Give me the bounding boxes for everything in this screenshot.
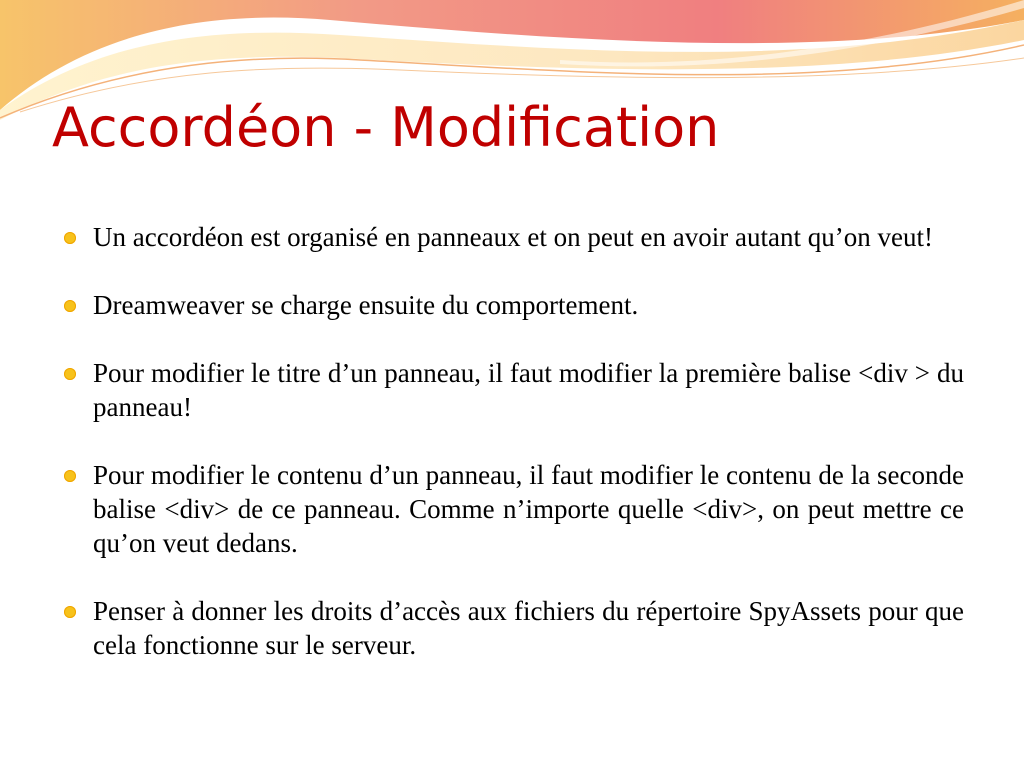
bullet-item (64, 594, 964, 662)
bullet-item (64, 458, 964, 560)
bullet-text: Pour modifier le titre d’un panneau, il faut modifier la première balise <div > du panneau! (93, 358, 964, 422)
round-bullet-icon (64, 606, 76, 618)
bullet-text: Un accordéon est organisé en panneaux et on peut en avoir autant qu’on veut! (93, 222, 933, 252)
bullet-item (64, 288, 964, 322)
bullet-item (64, 220, 964, 254)
round-bullet-icon (64, 470, 76, 482)
round-bullet-icon (64, 300, 76, 312)
round-bullet-icon (64, 368, 76, 380)
bullet-text: Pour modifier le contenu d’un panneau, il faut modifier le contenu de la seconde balise <div> de ce panneau. Comme n’importe quelle <div>, on peut mettre ce qu’on veut dedans. (93, 460, 964, 558)
round-bullet-icon (64, 232, 76, 244)
bullet-text: Penser à donner les droits d’accès aux fichiers du répertoire SpyAssets pour que cela fonctionne sur le serveur. (93, 596, 964, 660)
bullet-list (64, 220, 964, 696)
bullet-item (64, 356, 964, 424)
bullet-text: Dreamweaver se charge ensuite du comportement. (93, 290, 639, 320)
slide-title: Accordéon - Modification (52, 96, 720, 159)
